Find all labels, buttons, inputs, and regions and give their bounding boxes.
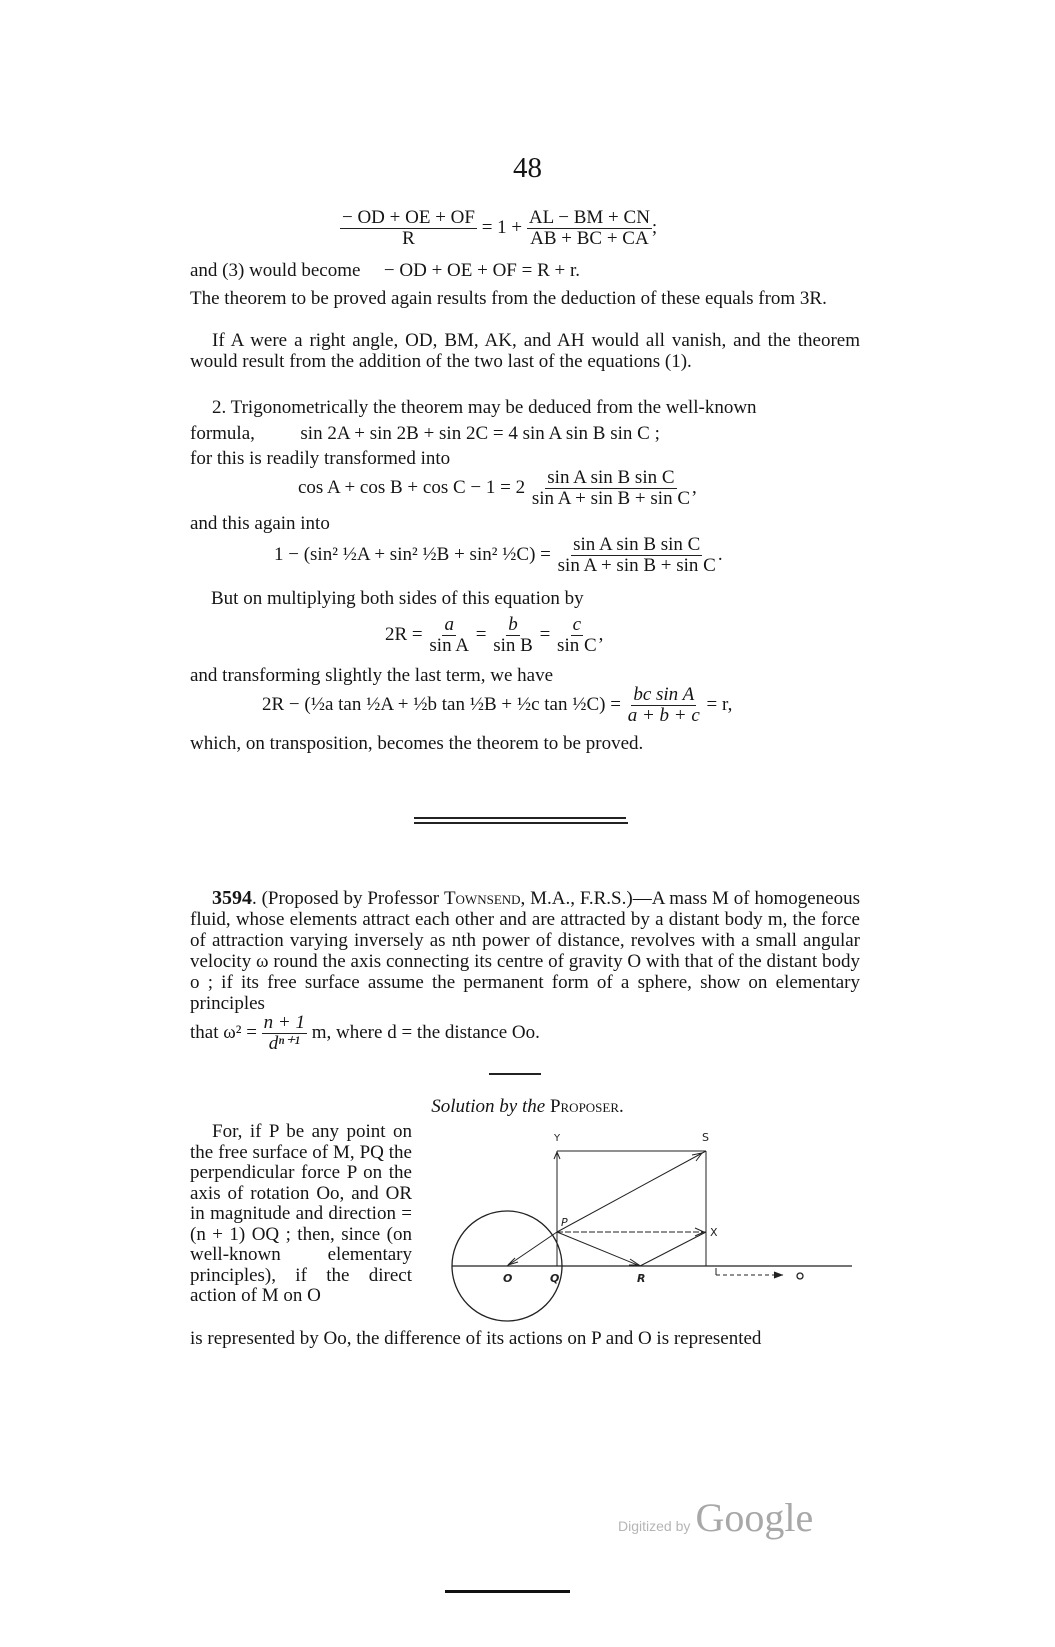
line-rx: [640, 1232, 706, 1266]
geometry-figure: [440, 1125, 860, 1325]
eq5-end: = r,: [706, 693, 733, 715]
point-o-small: [797, 1273, 803, 1279]
solution-text: For, if P be any point on the free surface of M, PQ the perpendicular force P on the axis of rotation Oo, and OR in magnitude and direction = (n + 1) OQ ; then, since (on well-known elementary principles), if the direct action of M on O: [190, 1121, 412, 1306]
formula-numerator: n + 1: [263, 1012, 305, 1033]
eq4-end: ,: [598, 623, 604, 645]
eq4-n2: b: [508, 614, 518, 635]
label-s: S: [702, 1131, 709, 1144]
watermark-brand: Google: [695, 1495, 814, 1540]
eq4-d1: sin A: [429, 635, 469, 656]
eq2-denominator: sin A + sin B + sin C: [531, 488, 690, 509]
eq3-numerator: sin A sin B sin C: [573, 534, 701, 555]
solution-heading-proposer: Proposer.: [549, 1096, 624, 1117]
eq4-d3: sin C: [557, 635, 597, 656]
paragraph-2: If A were a right angle, OD, BM, AK, and AH would all vanish, and the theorem would result from the addition of the two last of the equations (1).: [190, 330, 860, 372]
and3-equation: − OD + OE + OF = R + r.: [383, 260, 581, 281]
arrowhead-o: [774, 1272, 782, 1278]
section-divider-bottom: [414, 822, 628, 824]
line-and-3: [190, 260, 580, 281]
label-q: Q: [550, 1272, 560, 1285]
eq4-eq-a: =: [475, 623, 487, 645]
eq4-n1: a: [444, 614, 454, 635]
formula-equation: sin 2A + sin 2B + sin 2C = 4 sin A sin B sin C ;: [300, 423, 660, 444]
google-watermark: [618, 1494, 813, 1541]
formula-tail: m, where d = the distance Oo.: [311, 1021, 540, 1043]
problem-3594: [190, 888, 860, 1014]
eq1-denominator-2: AB + BC + CA: [530, 228, 649, 249]
eq1-mid: = 1 +: [481, 216, 523, 238]
eq3-lhs: 1 − (sin² ½A + sin² ½B + sin² ½C) =: [274, 543, 551, 565]
formula-line: [190, 423, 660, 444]
eq1-numerator: − OD + OE + OF: [342, 207, 475, 228]
formula-denominator: dⁿ⁺¹: [268, 1033, 300, 1054]
paragraph-5: and this again into: [190, 513, 330, 534]
solution-heading-italic: Solution by the: [431, 1096, 546, 1117]
problem-author: Townsend: [443, 888, 521, 909]
and3-lead: and (3) would become: [190, 260, 361, 281]
eq2-end: ,: [692, 476, 697, 498]
label-r: R: [637, 1272, 646, 1285]
equation-5: [262, 685, 732, 726]
paragraph-8: which, on transposition, becomes the theorem to be proved.: [190, 733, 644, 754]
eq5-numerator: bc sin A: [633, 684, 695, 705]
paragraph-1: The theorem to be proved again results from the deduction of these equals from 3R.: [190, 288, 827, 309]
eq3-denominator: sin A + sin B + sin C: [557, 555, 716, 576]
eq3-end: .: [717, 543, 723, 565]
line-po: [507, 1232, 557, 1266]
eq4-n3: c: [572, 614, 582, 635]
equation-3: [274, 535, 723, 576]
eq4-d2: sin B: [493, 635, 533, 656]
equation-4: [385, 615, 603, 656]
paragraph-3: 2. Trigonometrically the theorem may be deduced from the well-known: [212, 397, 757, 418]
line-pr: [557, 1232, 640, 1266]
label-p: P: [561, 1216, 568, 1229]
paragraph-6: But on multiplying both sides of this equation by: [211, 588, 584, 609]
formula-that: that ω² =: [190, 1021, 257, 1043]
paragraph-4: for this is readily transformed into: [190, 448, 451, 469]
line-ps: [557, 1151, 706, 1232]
eq5-denominator: a + b + c: [627, 705, 700, 726]
section-divider-top: [414, 817, 626, 819]
eq1-numerator-2: AL − BM + CN: [528, 207, 650, 228]
problem-formula: [190, 1013, 540, 1054]
arrowhead-ps: [692, 1153, 702, 1161]
solution-heading: [0, 1096, 1055, 1117]
short-divider: [489, 1073, 541, 1075]
eq4-eq-b: =: [539, 623, 551, 645]
page-number: 48: [513, 152, 542, 184]
label-x: X: [710, 1226, 718, 1239]
problem-intro: . (Proposed by Professor: [252, 888, 444, 909]
label-o: O: [503, 1272, 513, 1285]
equation-1: [340, 208, 657, 249]
eq2-numerator: sin A sin B sin C: [547, 467, 675, 488]
problem-body: , M.A., F.R.S.)—A mass M of homogeneous fluid, whose elements attract each other and are attracted by a distant body m, the force of attraction varying inversely as nth power of distance, revolves with a small angular velocity ω round the axis connecting its centre of gravity O with that of the distant body o ; if its free surface assume the permanent form of a sphere, show on elementary principles: [190, 888, 860, 1014]
eq1-end: ;: [651, 216, 658, 238]
eq1-denominator: R: [402, 228, 415, 249]
formula-lead: formula,: [190, 423, 255, 444]
equation-2: [298, 468, 697, 509]
solution-continuation: is represented by Oo, the difference of its actions on P and O is represented: [190, 1328, 762, 1349]
eq4-lhs: 2R =: [385, 623, 423, 645]
problem-number: 3594: [212, 887, 252, 909]
watermark-prefix: Digitized by: [618, 1518, 691, 1534]
eq2-lhs: cos A + cos B + cos C − 1 = 2: [298, 476, 526, 498]
paragraph-7: and transforming slightly the last term, we have: [190, 665, 554, 686]
bottom-rule: [445, 1590, 570, 1593]
eq5-lhs: 2R − (½a tan ½A + ½b tan ½B + ½c tan ½C) =: [262, 693, 621, 715]
label-y: Y: [554, 1133, 561, 1144]
